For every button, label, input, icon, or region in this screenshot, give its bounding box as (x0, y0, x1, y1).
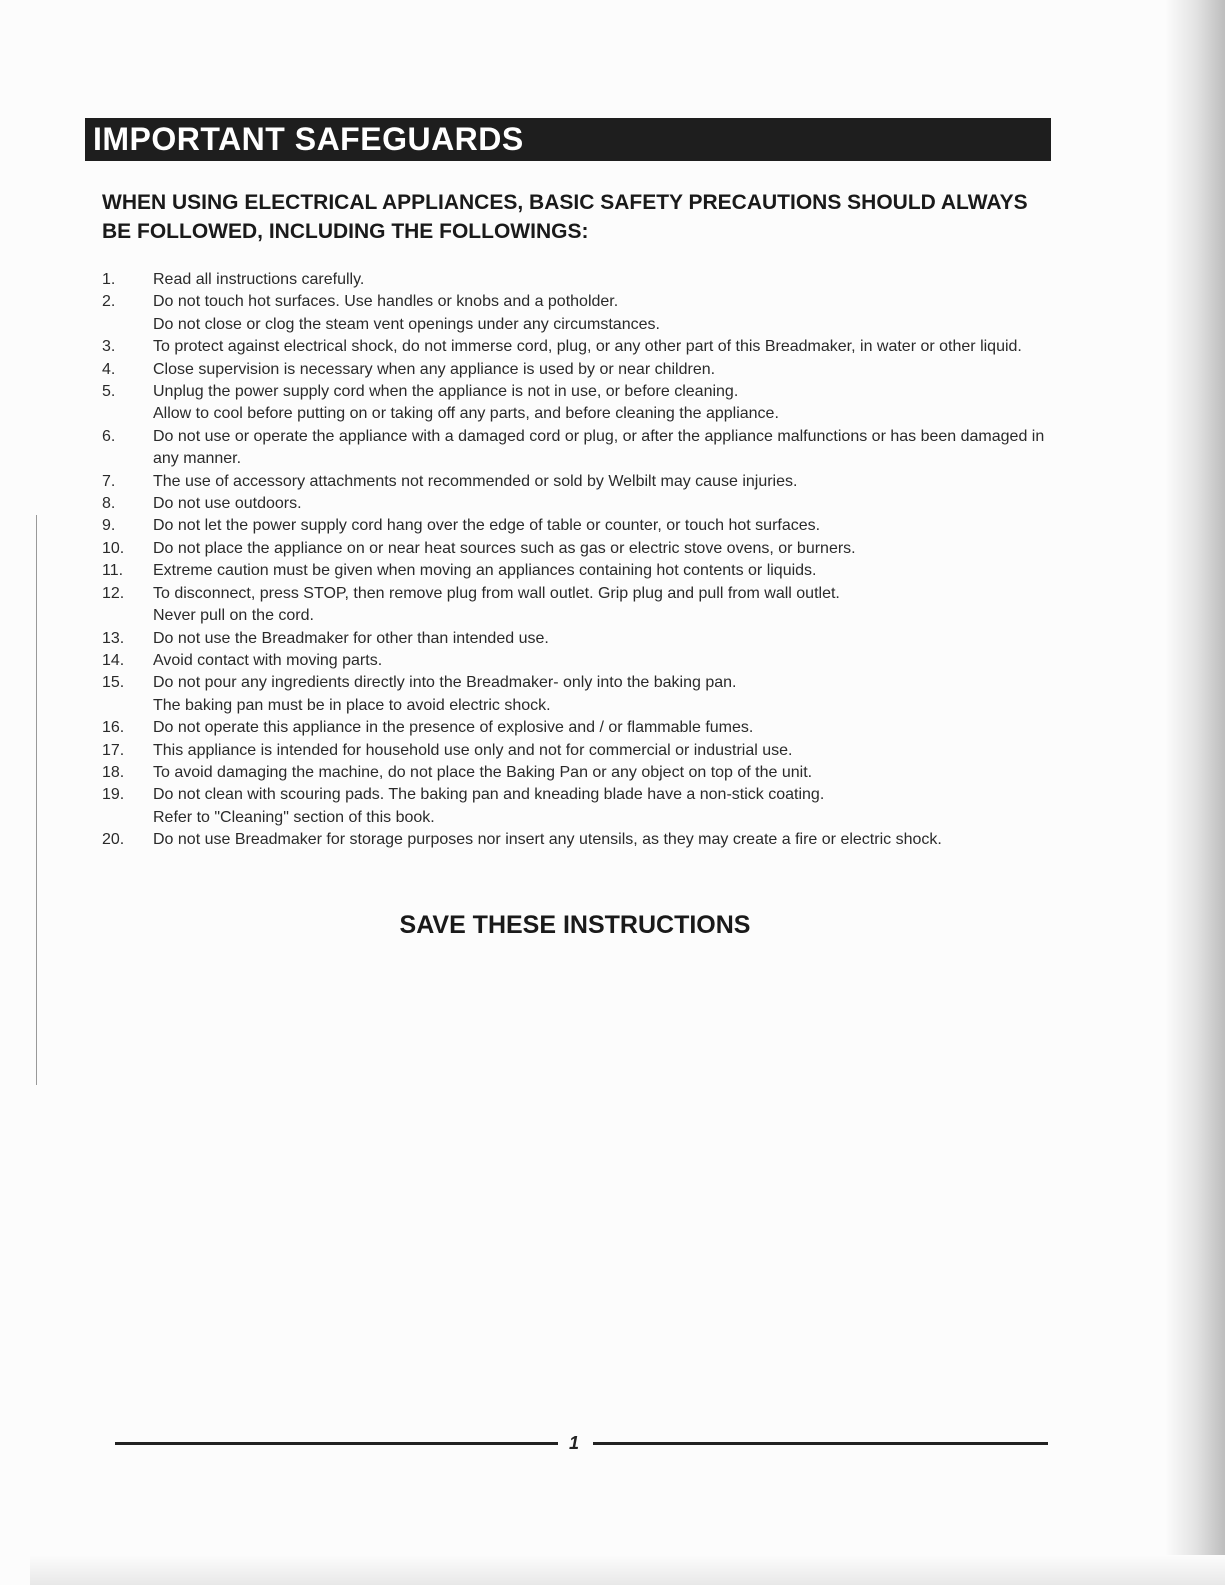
item-text (153, 560, 1052, 582)
list-item (102, 336, 1052, 358)
list-item (102, 717, 1052, 739)
list-item (102, 269, 1052, 291)
list-item (102, 784, 1052, 829)
item-number: 4. (102, 360, 116, 378)
item-text (153, 471, 1052, 493)
list-item (102, 740, 1052, 762)
item-line: To disconnect, press STOP, then remove plug from wall outlet. Grip plug and pull from wall outlet. (153, 584, 840, 602)
item-text (153, 381, 1052, 426)
item-number: 9. (102, 517, 116, 535)
item-number: 8. (102, 495, 116, 513)
item-line: Do not use the Breadmaker for other than intended use. (153, 629, 549, 647)
item-number: 17. (102, 741, 125, 759)
item-line: To protect against electrical shock, do not immerse cord, plug, or any other part of this Breadmaker, in water or other liquid. (153, 338, 1022, 356)
list-item (102, 560, 1052, 582)
item-text (153, 336, 1052, 358)
item-number: 13. (102, 629, 125, 647)
item-number: 3. (102, 338, 116, 356)
item-text (153, 269, 1052, 291)
item-text (153, 829, 1052, 851)
item-number: 10. (102, 539, 125, 557)
item-text (153, 538, 1052, 560)
item-number: 6. (102, 427, 116, 445)
item-text (153, 740, 1052, 762)
item-number: 1. (102, 271, 116, 288)
list-item (102, 471, 1052, 493)
item-text (153, 583, 1052, 628)
footer-rule-right (593, 1442, 1048, 1445)
item-text (153, 762, 1052, 784)
item-number: 7. (102, 472, 116, 490)
item-number: 12. (102, 584, 125, 602)
item-text (153, 493, 1052, 515)
item-text (153, 784, 1052, 829)
list-item (102, 672, 1052, 717)
item-line: Do not close or clog the steam vent openings under any circumstances. (153, 315, 660, 333)
list-item (102, 515, 1052, 537)
list-item (102, 628, 1052, 650)
item-text (153, 426, 1052, 471)
item-text (153, 359, 1052, 381)
item-line: Do not place the appliance on or near heat sources such as gas or electric stove ovens, or burners. (153, 539, 856, 557)
list-item (102, 829, 1052, 851)
item-line: Refer to "Cleaning" section of this book. (153, 808, 435, 826)
item-number: 14. (102, 651, 125, 669)
item-text (153, 628, 1052, 650)
list-item (102, 381, 1052, 426)
item-number: 2. (102, 293, 116, 311)
item-line: Read all instructions carefully. (153, 271, 365, 288)
item-line: This appliance is intended for household use only and not for commercial or industrial use. (153, 741, 793, 759)
subheading: WHEN USING ELECTRICAL APPLIANCES, BASIC SAFETY PRECAUTIONS SHOULD ALWAYS BE FOLLOWED, INCLUDING THE FOLLOWINGS: (102, 191, 1028, 243)
item-number: 16. (102, 719, 125, 737)
item-line: Extreme caution must be given when moving an appliances containing hot contents or liquids. (153, 562, 817, 580)
list-item (102, 538, 1052, 560)
item-line: Do not use Breadmaker for storage purposes nor insert any utensils, as they may create a fire or electric shock. (153, 831, 942, 849)
item-number: 15. (102, 674, 125, 692)
item-line: Allow to cool before putting on or taking off any parts, and before cleaning the appliance. (153, 405, 779, 423)
item-number: 11. (102, 562, 124, 580)
page-edge-shadow (1165, 0, 1225, 1585)
item-line: Do not operate this appliance in the presence of explosive and / or flammable fumes. (153, 719, 754, 737)
page-bottom-shadow (30, 1555, 1225, 1585)
list-item (102, 291, 1052, 336)
item-text (153, 515, 1052, 537)
item-line: To avoid damaging the machine, do not place the Baking Pan or any object on top of the unit. (153, 763, 813, 781)
safeguards-list (102, 269, 1052, 852)
item-text (153, 672, 1052, 717)
item-line: Do not touch hot surfaces. Use handles or knobs and a potholder. (153, 293, 619, 311)
item-line: Unplug the power supply cord when the appliance is not in use, or before cleaning. (153, 383, 739, 401)
item-line: Do not pour any ingredients directly into the Breadmaker- only into the baking pan. (153, 674, 737, 692)
item-text (153, 291, 1052, 336)
save-instructions-note: SAVE THESE INSTRUCTIONS (399, 911, 751, 939)
scan-artifact-line (36, 515, 37, 1085)
item-line: Do not clean with scouring pads. The baking pan and kneading blade have a non-stick coating. (153, 786, 825, 804)
item-text (153, 650, 1052, 672)
item-line: The use of accessory attachments not recommended or sold by Welbilt may cause injuries. (153, 472, 798, 490)
item-line: Close supervision is necessary when any appliance is used by or near children. (153, 360, 716, 378)
list-item (102, 583, 1052, 628)
list-item (102, 650, 1052, 672)
item-line: Never pull on the cord. (153, 607, 314, 625)
item-line: Do not use or operate the appliance with a damaged cord or plug, or after the appliance malfunctions or has been damaged in any manner. (153, 427, 1045, 468)
list-item (102, 762, 1052, 784)
list-item (102, 359, 1052, 381)
list-item (102, 426, 1052, 471)
list-item (102, 493, 1052, 515)
item-number: 19. (102, 786, 125, 804)
item-line: The baking pan must be in place to avoid electric shock. (153, 696, 551, 714)
item-line: Do not use outdoors. (153, 495, 302, 513)
item-text (153, 717, 1052, 739)
footer-rule-left (115, 1442, 558, 1445)
item-number: 20. (102, 831, 125, 849)
item-line: Do not let the power supply cord hang over the edge of table or counter, or touch hot surfaces. (153, 517, 821, 535)
page-number: 1 (569, 1433, 580, 1453)
item-number: 18. (102, 763, 125, 781)
page-title: IMPORTANT SAFEGUARDS (85, 118, 1051, 161)
item-line: Avoid contact with moving parts. (153, 651, 383, 669)
item-number: 5. (102, 383, 116, 401)
